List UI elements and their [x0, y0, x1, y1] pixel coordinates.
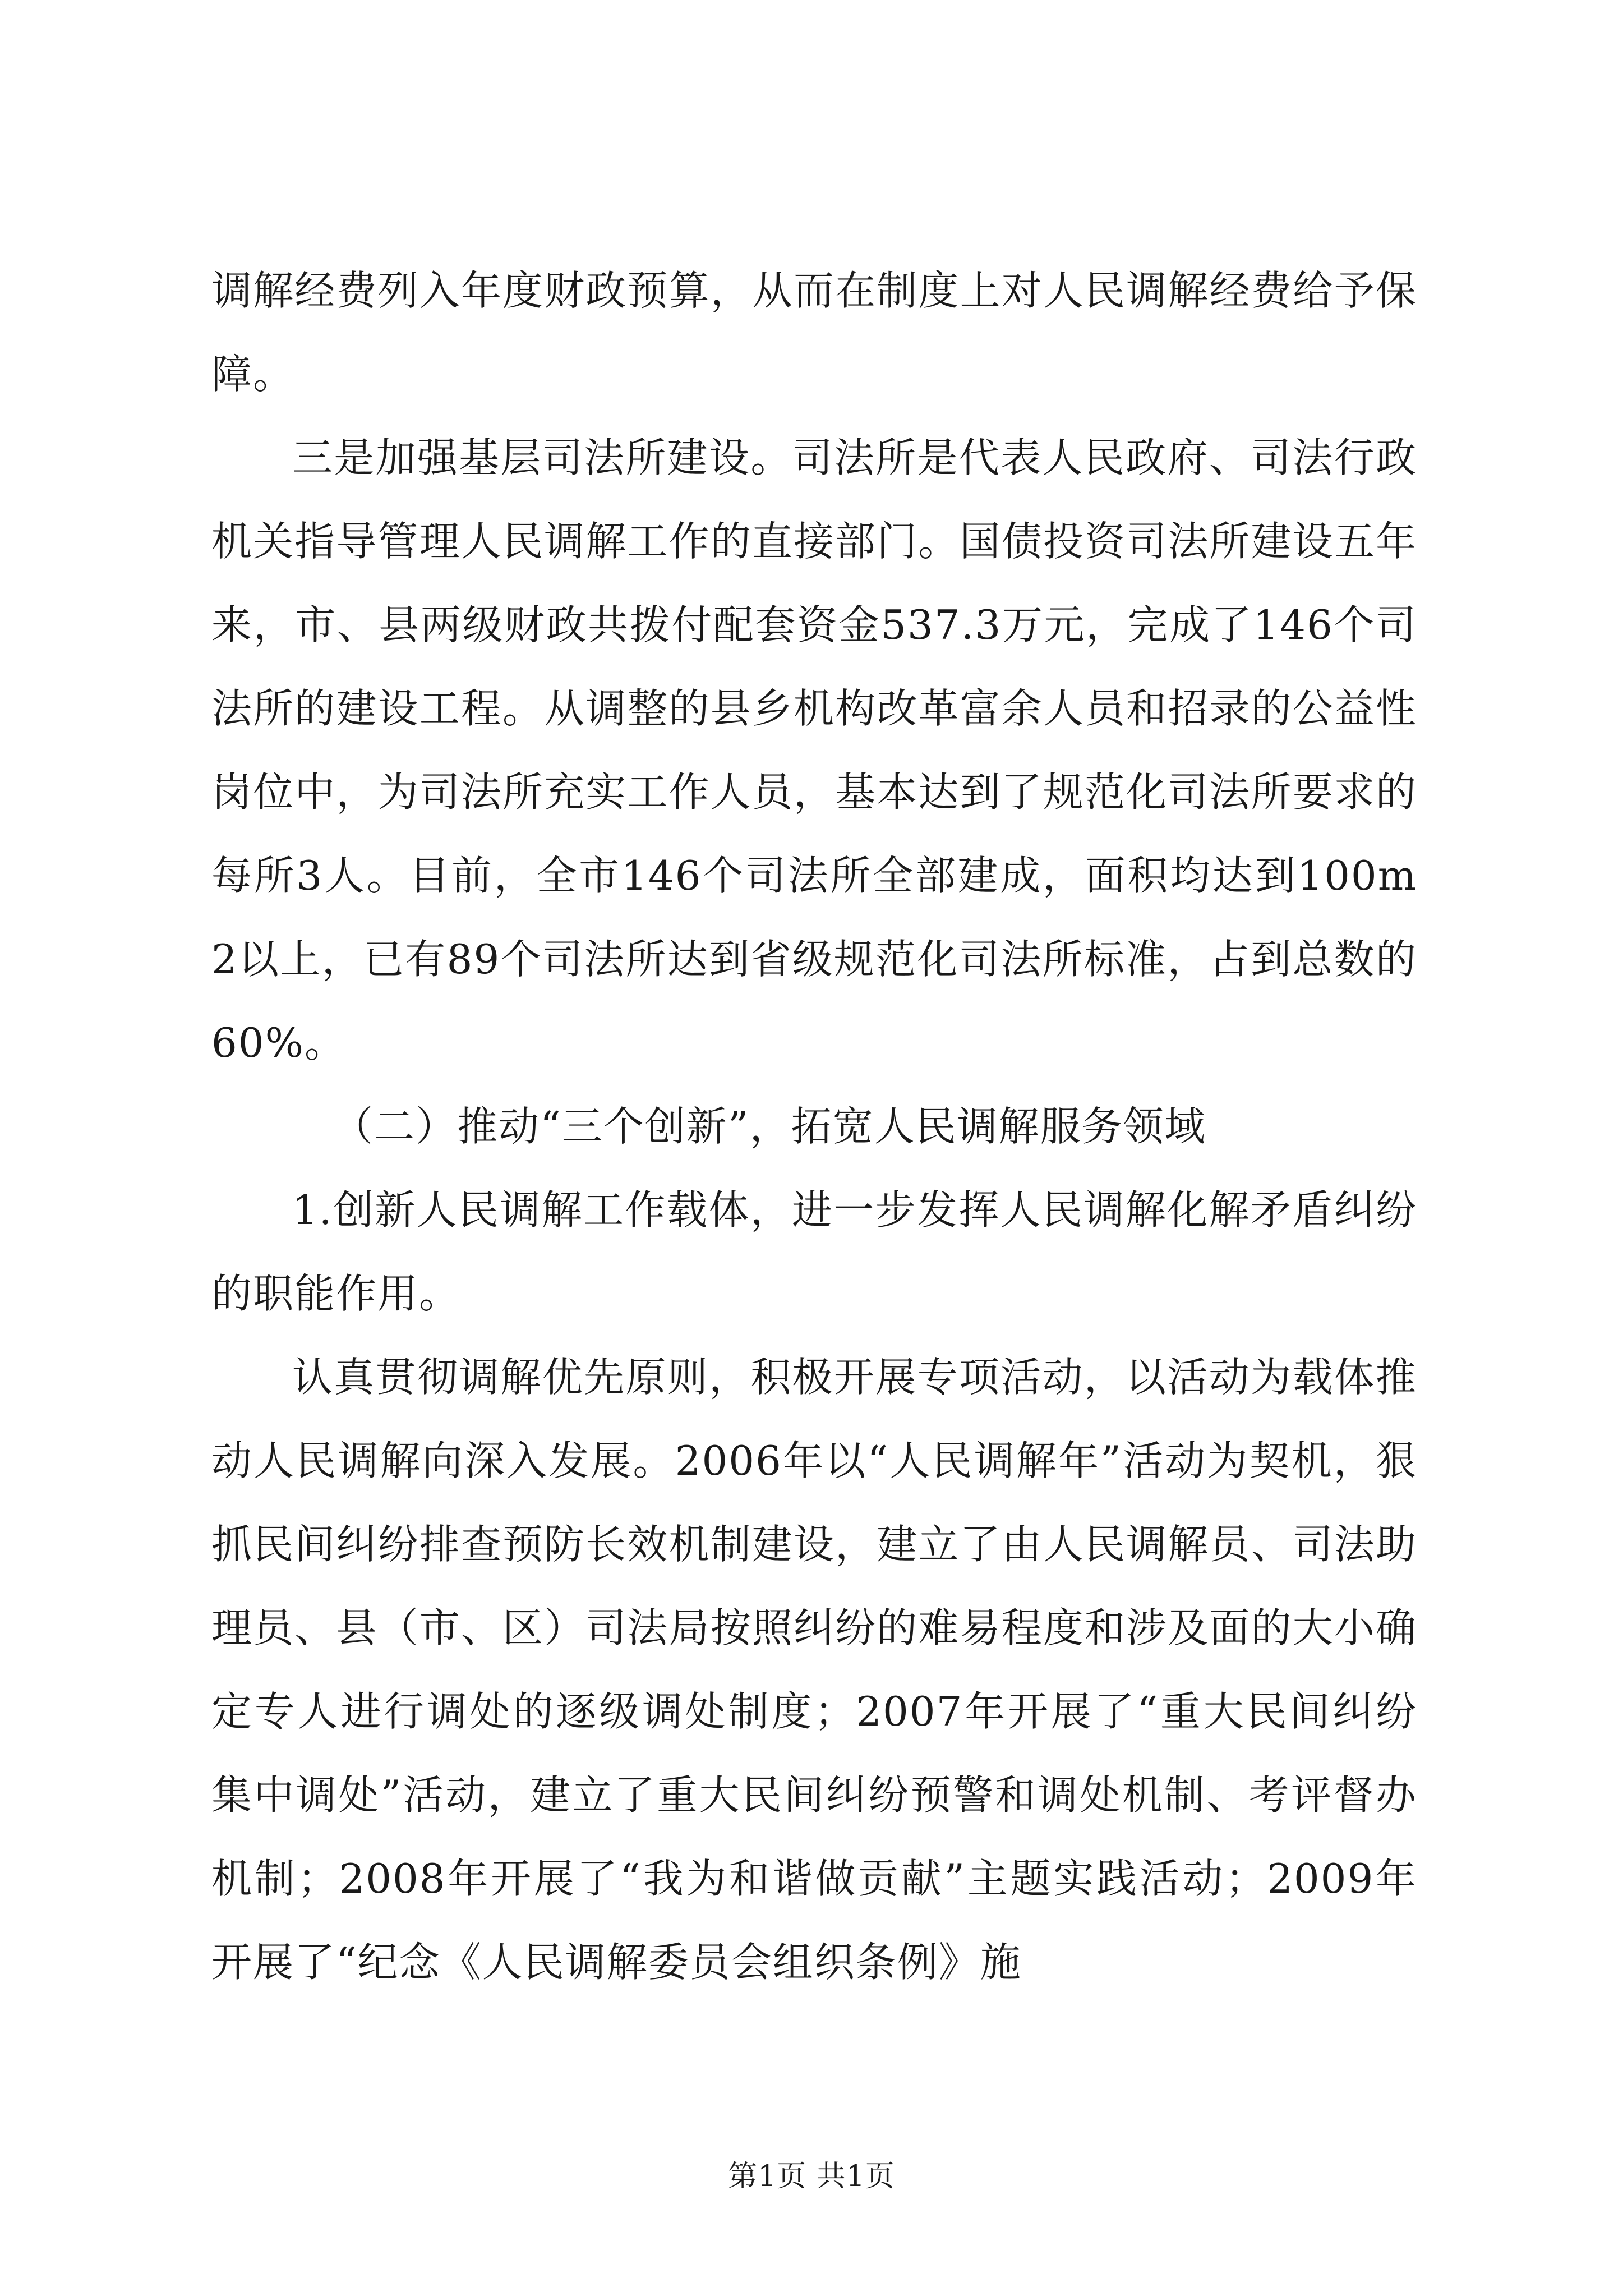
paragraph-special-activities: 认真贯彻调解优先原则，积极开展专项活动，以活动为载体推动人民调解向深入发展。2006年以“人民调解年”活动为契机，狠抓民间纠纷排查预防长效机制建设，建立了由人民调解员、司法助理员、县（市、区）司法局按照纠纷的难易程度和涉及面的大小确定专人进行调处的逐级调处制度；2007年开展了“重大民间纠纷集中调处”活动，建立了重大民间纠纷预警和调处机制、考评督办机制；2008年开展了“我为和谐做贡献”主题实践活动；2009年开展了“纪念《人民调解委员会组织条例》施	[211, 1354, 1417, 1986]
paragraph-funding-conclusion: 调解经费列入年度财政预算，从而在制度上对人民调解经费给予保障。	[211, 267, 1417, 398]
paragraph-judicial-office-construction: 三是加强基层司法所建设。司法所是代表人民政府、司法行政机关指导管理人民调解工作的直接部门。国债投资司法所建设五年来，市、县两级财政共拨付配套资金537.3万元，完成了146个司法所的建设工程。从调整的县乡机构改革富余人员和招录的公益性岗位中，为司法所充实工作人员，基本达到了规范化司法所要求的每所3人。目前，全市146个司法所全部建成，面积均达到100m2以上，已有89个司法所达到省级规范化司法所标准，占到总数的60%。	[211, 434, 1417, 1066]
page-footer: 第1页 共1页	[728, 2160, 895, 2193]
section-heading-three-innovations: （二）推动“三个创新”，拓宽人民调解服务领域	[333, 1103, 1206, 1150]
paragraph-innovation-carrier: 1.创新人民调解工作载体，进一步发挥人民调解化解矛盾纠纷的职能作用。	[211, 1186, 1417, 1317]
document-body	[211, 249, 1417, 2004]
